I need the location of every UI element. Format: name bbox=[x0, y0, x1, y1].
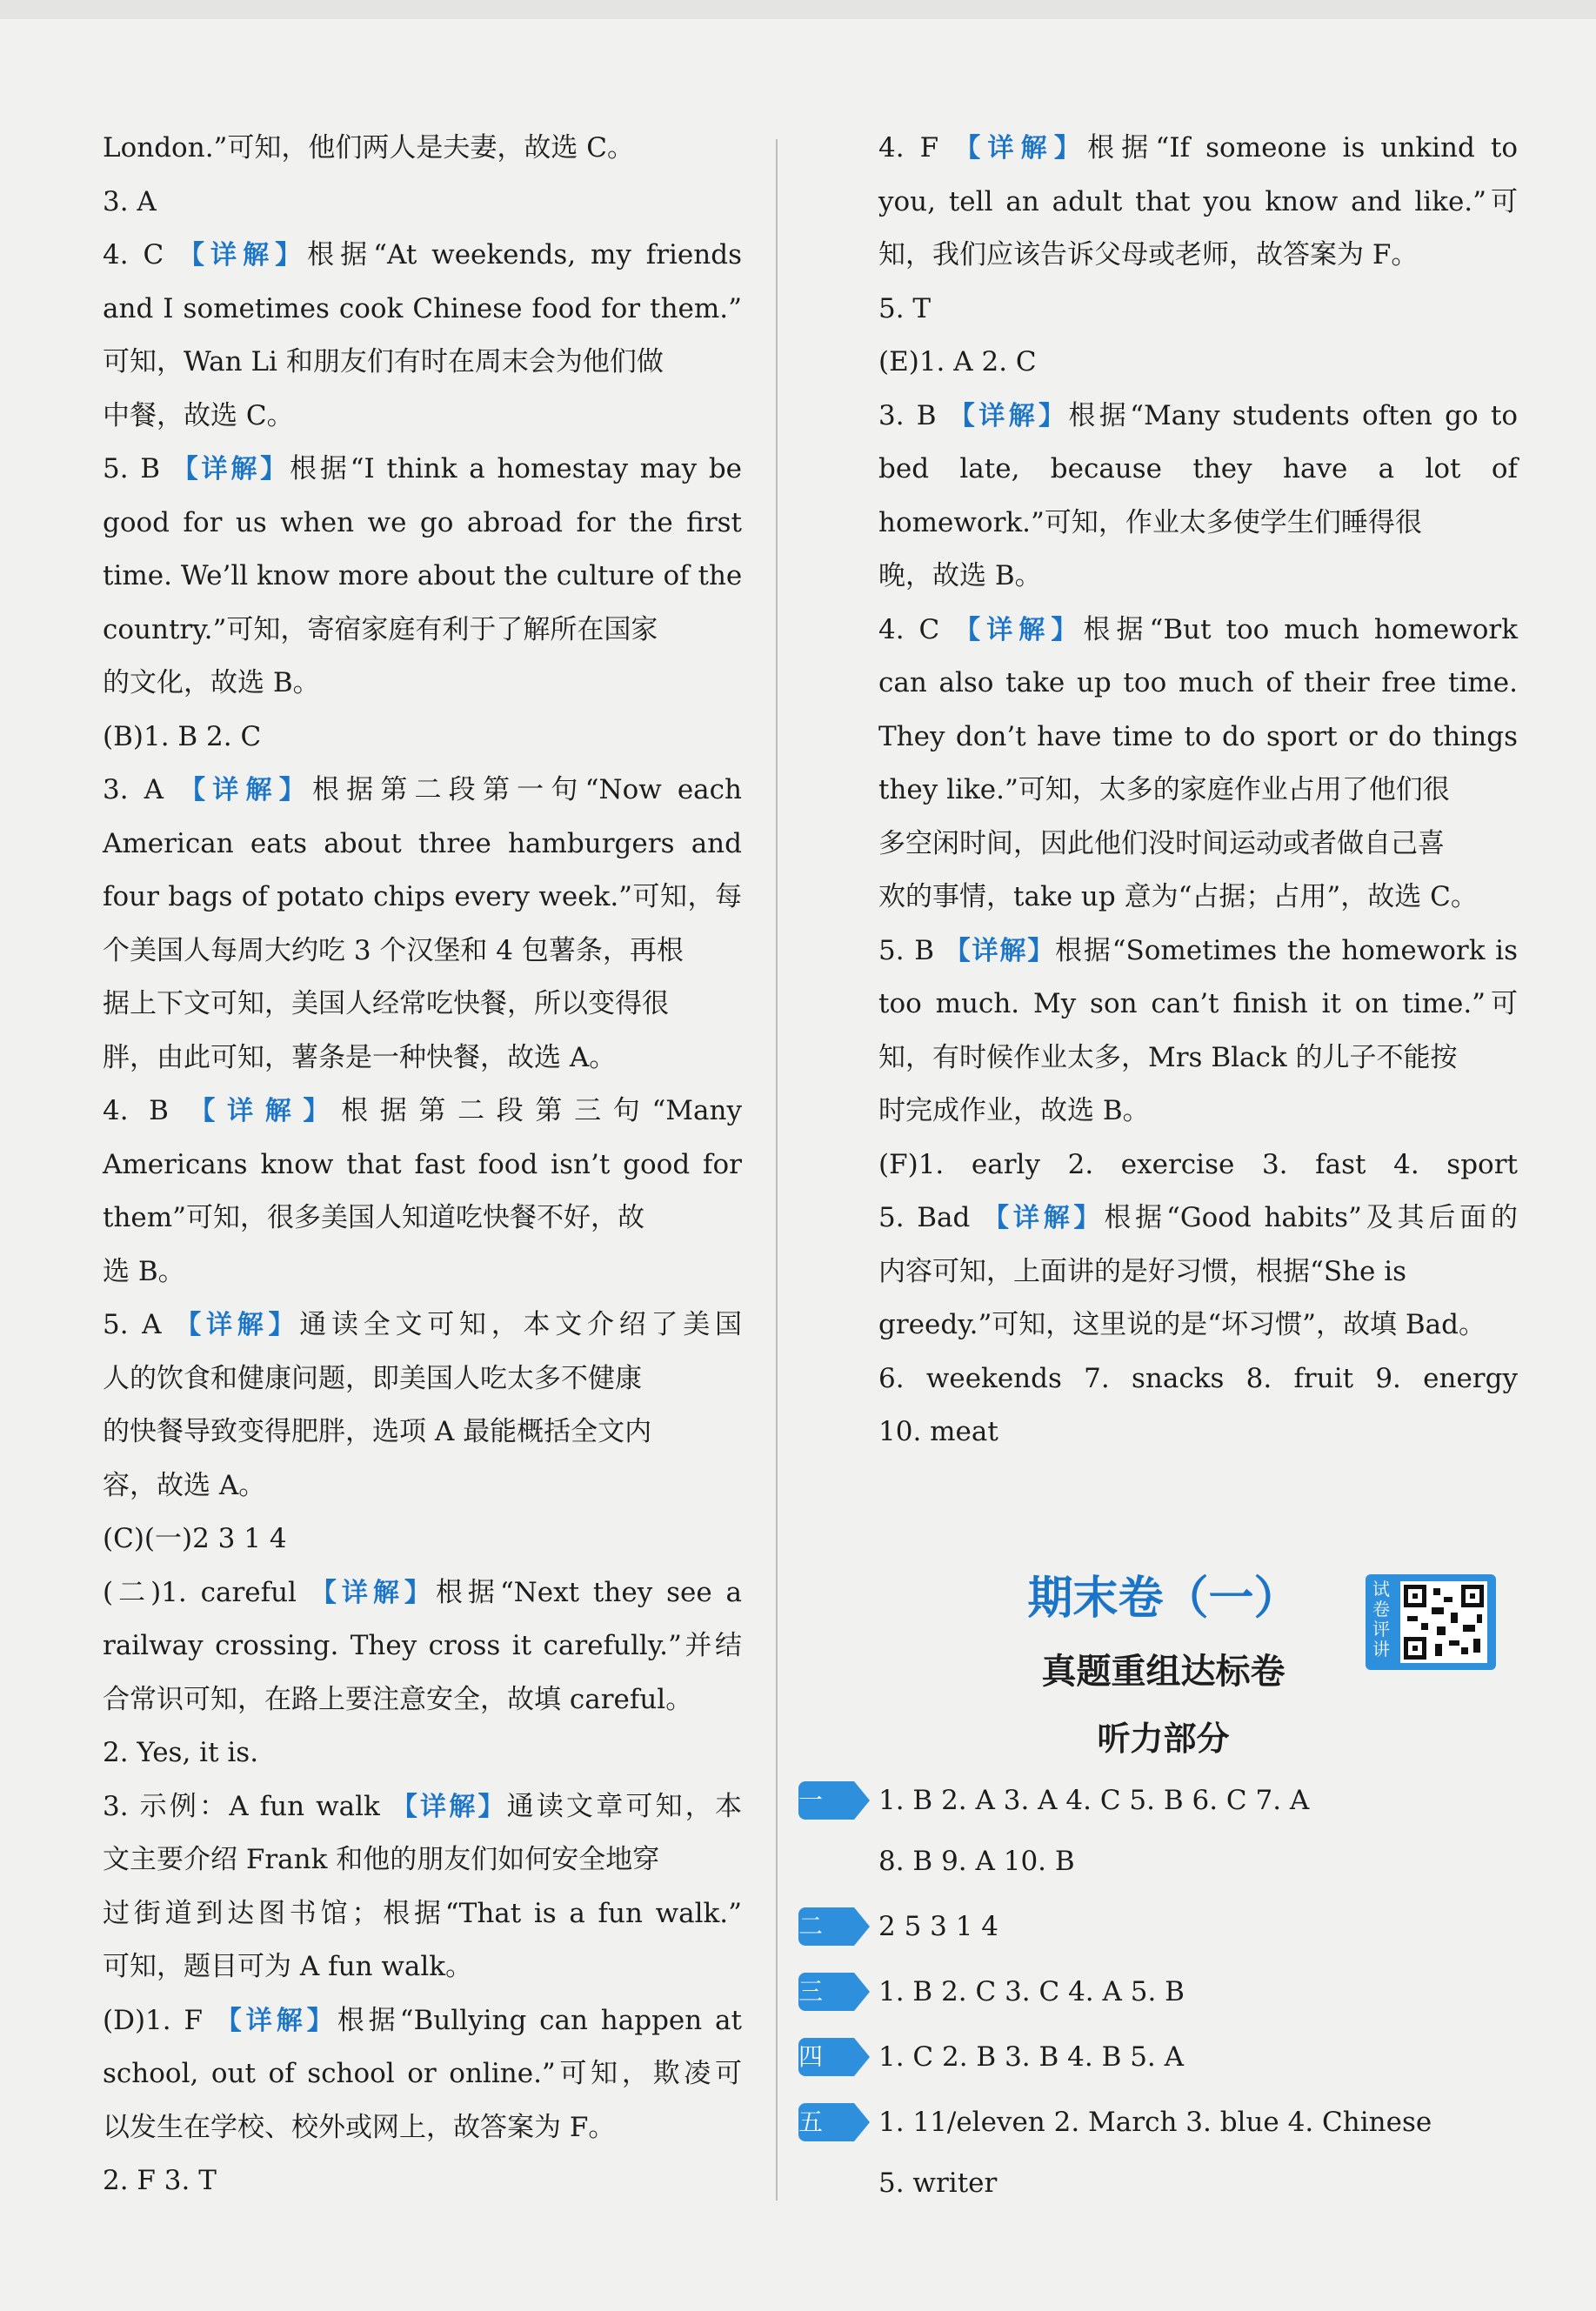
left-line: 个美国人每周大约吃 3 个汉堡和 4 包薯条，再根 bbox=[103, 934, 684, 966]
right-line: can also take up too much of their free time. bbox=[878, 667, 1518, 698]
left-line: 2. F 3. T bbox=[103, 2165, 217, 2196]
line-text: 5. B bbox=[103, 453, 172, 484]
left-line: 过街道到达图书馆；根据“That is a fun walk.” bbox=[103, 1897, 742, 1929]
listening-part-heading: 听力部分 bbox=[1097, 1720, 1230, 1758]
section-badge: 二 bbox=[798, 1907, 854, 1946]
line-text: 根据“Bullying can happen at bbox=[337, 2004, 743, 2036]
detail-tag: 【详解】 bbox=[171, 454, 290, 484]
detail-tag: 【详解】 bbox=[948, 400, 1069, 431]
line-text: 根据“At weekends, my friends bbox=[307, 239, 742, 271]
right-line: greedy.”可知，这里说的是“坏习惯”，故填 Bad。 bbox=[878, 1309, 1486, 1340]
line-text: (D)1. F bbox=[103, 2004, 216, 2036]
left-line bbox=[103, 1789, 742, 1825]
detail-tag: 【详解】 bbox=[944, 935, 1056, 966]
right-line: bed late, because they have a lot of bbox=[878, 453, 1518, 484]
left-line bbox=[103, 772, 742, 808]
left-line: 可知，Wan Li 和朋友们有时在周末会为他们做 bbox=[103, 346, 664, 377]
right-line bbox=[878, 1200, 1518, 1236]
line-text: 根据“If someone is unkind to bbox=[1087, 132, 1519, 164]
right-line: 知，有时候作业太多，Mrs Black 的儿子不能按 bbox=[878, 1041, 1458, 1073]
right-line: 晚，故选 B。 bbox=[878, 560, 1042, 591]
right-line: 知，我们应该告诉父母或老师，故答案为 F。 bbox=[878, 239, 1419, 271]
left-line: 以发生在学校、校外或网上，故答案为 F。 bbox=[103, 2111, 616, 2143]
right-line: they like.”可知，太多的家庭作业占用了他们很 bbox=[878, 774, 1450, 805]
detail-tag: 【详解】 bbox=[954, 614, 1084, 645]
left-line: country.”可知，寄宿家庭有利于了解所在国家 bbox=[103, 613, 658, 645]
line-text: 4. C bbox=[103, 239, 179, 271]
detail-tag: 【详解】 bbox=[310, 1577, 436, 1608]
detail-tag: 【详解】 bbox=[189, 1096, 342, 1126]
left-line: 2. Yes, it is. bbox=[103, 1737, 259, 1768]
left-line: (C)(一)2 3 1 4 bbox=[103, 1523, 287, 1554]
left-line: good for us when we go abroad for the first bbox=[103, 506, 742, 538]
line-text: 根据“Many students often go to bbox=[1068, 399, 1518, 431]
left-line: 中餐，故选 C。 bbox=[103, 399, 294, 431]
line-text: 3. 示例：A fun walk bbox=[103, 1790, 391, 1822]
detail-tag: 【详解】 bbox=[175, 1310, 300, 1340]
left-line bbox=[103, 451, 742, 487]
line-text: 4. C bbox=[878, 613, 955, 645]
right-line: 6. weekends 7. snacks 8. fruit 9. energy bbox=[878, 1362, 1518, 1394]
left-line: 容，故选 A。 bbox=[103, 1469, 266, 1501]
line-text: 根据“Sometimes the homework is bbox=[1055, 934, 1518, 966]
left-line: 3. A bbox=[103, 185, 157, 217]
line-text: 3. A bbox=[103, 774, 180, 805]
right-line: 10. meat bbox=[878, 1416, 998, 1447]
section-badge: 五 bbox=[798, 2103, 854, 2141]
section-badge: 一 bbox=[798, 1781, 854, 1820]
right-line: 5. T bbox=[878, 292, 932, 324]
line-text: 通读文章可知，本 bbox=[506, 1790, 742, 1822]
line-text: 5. Bad bbox=[878, 1202, 984, 1233]
line-text: (二)1. careful bbox=[103, 1576, 311, 1608]
left-line: time. We’ll know more about the culture of the bbox=[103, 560, 743, 591]
right-line: (F)1. early 2. exercise 3. fast 4. sport bbox=[878, 1148, 1518, 1180]
section-badge: 三 bbox=[798, 1973, 854, 2011]
right-line: homework.”可知，作业太多使学生们睡得很 bbox=[878, 506, 1422, 538]
detail-tag: 【详解】 bbox=[179, 775, 312, 805]
left-line bbox=[103, 237, 742, 273]
right-line: They don’t have time to do sport or do things bbox=[878, 720, 1518, 752]
left-line: and I sometimes cook Chinese food for them.” bbox=[103, 292, 742, 324]
exam-subtitle: 真题重组达标卷 bbox=[1041, 1652, 1285, 1692]
line-text: 3. B bbox=[878, 399, 949, 431]
left-line: 文主要介绍 Frank 和他的朋友们如何安全地穿 bbox=[103, 1844, 660, 1875]
listening-answer-row: 8. B 9. A 10. B bbox=[878, 1846, 1075, 1877]
right-line: 内容可知，上面讲的是好习惯，根据“She is bbox=[878, 1255, 1407, 1287]
line-text: 根据第二段第一句“Now each bbox=[311, 774, 742, 805]
left-line: school, out of school or online.”可知，欺凌可 bbox=[103, 2058, 742, 2089]
line-text: 根据“I think a homestay may be bbox=[290, 453, 743, 484]
left-line: (B)1. B 2. C bbox=[103, 720, 262, 752]
listening-answer-row: 1. B 2. A 3. A 4. C 5. B 6. C 7. A 一 bbox=[878, 1783, 1518, 1818]
detail-tag: 【详解】 bbox=[215, 2005, 337, 2036]
right-line bbox=[878, 612, 1518, 648]
line-text: 根据“Next they see a bbox=[435, 1576, 743, 1608]
left-line: American eats about three hamburgers and bbox=[103, 827, 742, 859]
left-line bbox=[103, 1093, 742, 1129]
line-text: 根据第二段第三句“Many bbox=[341, 1095, 742, 1126]
left-line bbox=[103, 2003, 742, 2039]
line-text: 根据“But too much homework bbox=[1083, 613, 1518, 645]
left-line: 可知，题目可为 A fun walk。 bbox=[103, 1951, 473, 1982]
detail-tag: 【详解】 bbox=[178, 240, 308, 271]
left-line: London.”可知，他们两人是夫妻，故选 C。 bbox=[103, 132, 634, 164]
left-line bbox=[103, 1307, 742, 1343]
left-line: four bags of potato chips every week.”可知，每 bbox=[103, 881, 742, 912]
line-text: 根据“Good habits”及其后面的 bbox=[1104, 1202, 1518, 1233]
right-line: 多空闲时间，因此他们没时间运动或者做自己喜 bbox=[878, 827, 1445, 859]
left-line: 合常识可知，在路上要注意安全，故填 careful。 bbox=[103, 1683, 693, 1715]
right-line bbox=[878, 130, 1518, 166]
detail-tag: 【详解】 bbox=[954, 133, 1088, 164]
line-text: 通读全文可知，本文介绍了美国 bbox=[299, 1309, 742, 1340]
right-line: (E)1. A 2. C bbox=[878, 346, 1037, 377]
right-line: 欢的事情，take up 意为“占据；占用”，故选 C。 bbox=[878, 881, 1478, 912]
line-text: 5. B bbox=[878, 934, 945, 966]
left-line: 人的饮食和健康问题，即美国人吃太多不健康 bbox=[103, 1362, 642, 1394]
listening-answer-row: 2 5 3 1 4 二 bbox=[878, 1909, 1518, 1944]
left-line: 的文化，故选 B。 bbox=[103, 667, 320, 698]
listening-answer-row: 1. C 2. B 3. B 4. B 5. A 四 bbox=[878, 2040, 1518, 2074]
listening-answer-row: 1. B 2. C 3. C 4. A 5. B 三 bbox=[878, 1974, 1518, 2009]
line-text: 5. A bbox=[103, 1309, 176, 1340]
listening-answer-row: 1. 11/eleven 2. March 3. blue 4. Chinese 五 bbox=[878, 2105, 1518, 2140]
left-line: railway crossing. They cross it carefully.”并结 bbox=[103, 1630, 742, 1661]
top-edge bbox=[0, 0, 1596, 19]
line-text: 4. F bbox=[878, 132, 955, 164]
left-line: 的快餐导致变得肥胖，选项 A 最能概括全文内 bbox=[103, 1416, 652, 1447]
column-divider bbox=[776, 139, 778, 2201]
right-line bbox=[878, 398, 1518, 434]
detail-tag: 【详解】 bbox=[983, 1203, 1105, 1233]
exam-title: 期末卷（一） bbox=[1027, 1573, 1299, 1625]
left-line: 选 B。 bbox=[103, 1255, 185, 1287]
right-line bbox=[878, 933, 1518, 969]
left-line: Americans know that fast food isn’t good for bbox=[103, 1148, 742, 1180]
line-text: 4. B bbox=[103, 1095, 190, 1126]
left-line: 据上下文可知，美国人经常吃快餐，所以变得很 bbox=[103, 988, 669, 1019]
section-badge: 四 bbox=[798, 2038, 854, 2076]
listening-answer-row: 5. writer bbox=[878, 2167, 998, 2199]
right-line: you, tell an adult that you know and like.”可 bbox=[878, 185, 1518, 217]
left-line: them”可知，很多美国人知道吃快餐不好，故 bbox=[103, 1202, 645, 1233]
left-line bbox=[103, 1575, 742, 1611]
right-line: 时完成作业，故选 B。 bbox=[878, 1095, 1150, 1126]
left-line: 胖，由此可知，薯条是一种快餐，故选 A。 bbox=[103, 1041, 617, 1073]
detail-tag: 【详解】 bbox=[391, 1791, 507, 1822]
qr-label: 试卷评讲 bbox=[1372, 1579, 1390, 1660]
right-line: too much. My son can’t finish it on time.”可 bbox=[878, 988, 1518, 1019]
